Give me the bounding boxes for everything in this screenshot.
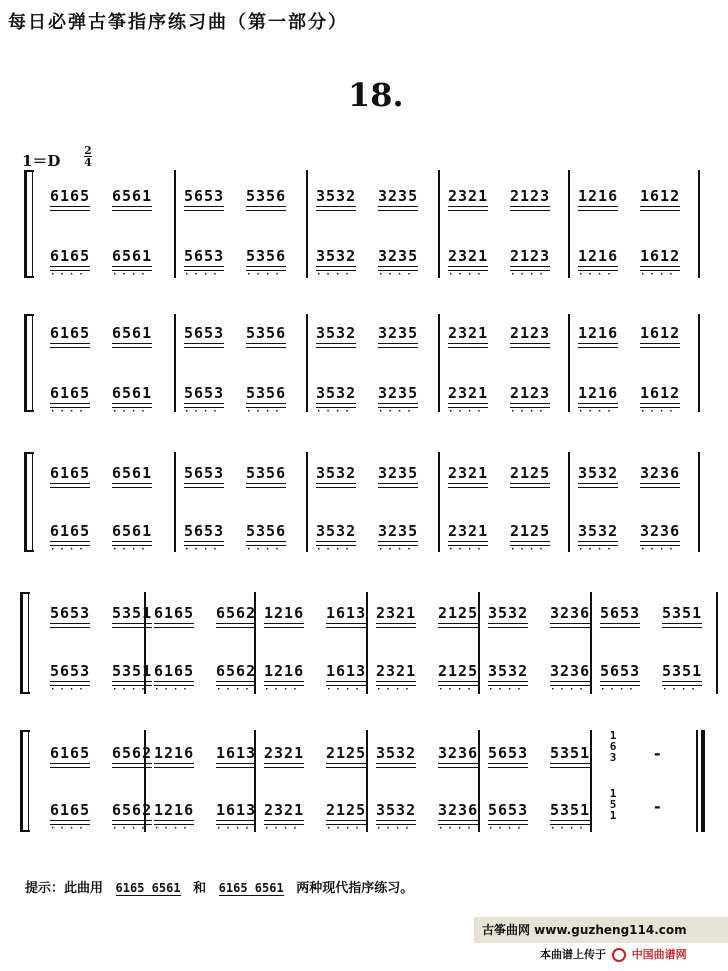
octave-dots: ····: [378, 270, 416, 280]
note-group: 1216 ····: [578, 247, 618, 265]
note-group: 3532 ····: [316, 522, 356, 540]
piece-number: 18.: [348, 76, 404, 114]
note-group: 3236: [550, 604, 590, 622]
note-group: 5351: [662, 604, 702, 622]
octave-dots: ····: [378, 545, 416, 555]
note-group: 5653: [184, 324, 224, 342]
note-group: 2123: [510, 187, 550, 205]
time-signature-bottom: 4: [84, 156, 92, 169]
note-group: 1613: [326, 604, 366, 622]
octave-dots: ····: [112, 824, 150, 834]
tip-tail: 两种现代指序练习。: [296, 881, 414, 896]
note-group: 3532: [316, 464, 356, 482]
octave-dots: ····: [438, 685, 476, 695]
octave-dots: ····: [578, 270, 616, 280]
note-group: 3532: [316, 187, 356, 205]
octave-dots: ····: [264, 685, 302, 695]
barline: [174, 314, 176, 412]
note-group: 6165: [154, 604, 194, 622]
note-group: 5653: [488, 744, 528, 762]
octave-dots: ····: [578, 407, 616, 417]
note-group: 2123 ····: [510, 247, 550, 265]
note-group: 3235 ····: [378, 522, 418, 540]
barline: [366, 592, 368, 694]
note-group: 5356: [246, 464, 286, 482]
octave-dots: ····: [184, 545, 222, 555]
note-group: 5356: [246, 324, 286, 342]
note-group: 1612: [640, 187, 680, 205]
octave-dots: ····: [510, 545, 548, 555]
barline: [590, 592, 592, 694]
note-group: 2123 ····: [510, 384, 550, 402]
note-group: 5351 ····: [662, 662, 702, 680]
note-group: 6561 ····: [112, 247, 152, 265]
octave-dots: ····: [112, 685, 150, 695]
octave-dots: ····: [112, 545, 150, 555]
octave-dots: ····: [640, 407, 678, 417]
barline: [698, 170, 700, 278]
note-group: 6165 ····: [50, 384, 90, 402]
note-group: 1613: [216, 744, 256, 762]
note-group: 5351: [112, 604, 152, 622]
note-group: 1216: [264, 604, 304, 622]
system-start-line: [28, 592, 29, 694]
system-start-line: [28, 730, 29, 832]
octave-dots: ····: [50, 545, 88, 555]
note-group: 2321 ····: [376, 662, 416, 680]
note-group: 3235: [378, 324, 418, 342]
tip-sample-b: 6165 6561: [218, 881, 284, 895]
octave-dots: ····: [448, 270, 486, 280]
note-group: 6561 ····: [112, 522, 152, 540]
octave-dots: ····: [246, 407, 284, 417]
page-title: 每日必弹古筝指序练习曲（第一部分）: [8, 12, 348, 33]
note-group: 2125 ····: [510, 522, 550, 540]
final-chord-lower: 1 5 1: [609, 787, 617, 822]
note-group: 3532 ····: [316, 384, 356, 402]
note-group: 3532: [376, 744, 416, 762]
note-group: 3236 ····: [640, 522, 680, 540]
octave-dots: ····: [216, 685, 254, 695]
note-group: 5653: [600, 604, 640, 622]
note-group: 3235 ····: [378, 247, 418, 265]
octave-dots: ····: [578, 545, 616, 555]
note-group: 3532: [578, 464, 618, 482]
note-group: 6165: [50, 324, 90, 342]
note-group: 1613 ····: [216, 801, 256, 819]
note-group: 5356: [246, 187, 286, 205]
barline: [438, 452, 440, 552]
note-group: 3235: [378, 187, 418, 205]
note-group: 5653 ····: [600, 662, 640, 680]
octave-dots: ····: [376, 685, 414, 695]
octave-dots: ····: [378, 407, 416, 417]
barline: [478, 730, 480, 832]
note-group: 5356 ····: [246, 247, 286, 265]
key-signature: 1＝D: [22, 152, 61, 170]
note-group: 3532 ····: [376, 801, 416, 819]
note-group: 6562: [112, 744, 152, 762]
barline: [568, 170, 570, 278]
practice-tip: [25, 877, 421, 896]
octave-dots: ····: [550, 685, 588, 695]
note-group: 5653 ····: [184, 247, 224, 265]
note-group: 5653 ····: [50, 662, 90, 680]
note-group: 5653: [50, 604, 90, 622]
note-group: 3532 ····: [578, 522, 618, 540]
system-bracket: [24, 452, 27, 552]
octave-dots: ····: [50, 685, 88, 695]
octave-dots: ····: [662, 685, 700, 695]
octave-dots: ····: [488, 685, 526, 695]
octave-dots: ····: [326, 685, 364, 695]
octave-dots: ····: [154, 685, 192, 695]
time-signature-top: 2: [84, 144, 92, 157]
barline: [306, 452, 308, 552]
footer-upload-text: 本曲谱上传于: [540, 948, 606, 961]
footer-site-banner[interactable]: 古筝曲网 www.guzheng114.com: [474, 917, 728, 943]
note-group: 1216 ····: [578, 384, 618, 402]
note-group: 5653 ····: [488, 801, 528, 819]
octave-dots: ····: [316, 545, 354, 555]
note-group: 1612 ····: [640, 247, 680, 265]
barline: [698, 452, 700, 552]
octave-dots: ····: [50, 824, 88, 834]
note-group: 3236 ····: [438, 801, 478, 819]
brand-logo-icon: [612, 948, 626, 962]
octave-dots: ····: [438, 824, 476, 834]
barline: [590, 730, 592, 832]
tip-label: 提示：此曲用: [25, 881, 104, 896]
note-group: 3532: [316, 324, 356, 342]
system-bracket: [24, 170, 27, 278]
note-group: 1216 ····: [154, 801, 194, 819]
system-bracket: [20, 592, 23, 694]
octave-dots: ····: [184, 270, 222, 280]
barline: [306, 170, 308, 278]
note-group: 3236: [640, 464, 680, 482]
rest-dash-upper: -: [654, 744, 661, 763]
octave-dots: ····: [326, 824, 364, 834]
note-group: 6561: [112, 464, 152, 482]
note-group: 2321: [264, 744, 304, 762]
note-group: 3235: [378, 464, 418, 482]
note-group: 2321 ····: [448, 522, 488, 540]
barline: [568, 452, 570, 552]
barline: [174, 170, 176, 278]
note-group: 3235 ····: [378, 384, 418, 402]
octave-dots: ····: [154, 824, 192, 834]
note-group: 2321 ····: [264, 801, 304, 819]
final-barline-thin: [696, 730, 698, 832]
note-group: 2125 ····: [438, 662, 478, 680]
octave-dots: ····: [448, 407, 486, 417]
octave-dots: ····: [184, 407, 222, 417]
rest-dash-lower: -: [654, 797, 661, 816]
octave-dots: ····: [550, 824, 588, 834]
time-signature: [84, 145, 92, 168]
note-group: 1612: [640, 324, 680, 342]
note-group: 3236: [438, 744, 478, 762]
note-group: 6165 ····: [50, 522, 90, 540]
octave-dots: ····: [112, 407, 150, 417]
note-group: 2125: [510, 464, 550, 482]
octave-dots: ····: [376, 824, 414, 834]
barline: [366, 730, 368, 832]
tip-and: 和: [193, 881, 207, 896]
octave-dots: ····: [640, 270, 678, 280]
barline: [698, 314, 700, 412]
tip-sample-a: 6165 6561: [115, 881, 181, 895]
note-group: 2125 ····: [326, 801, 366, 819]
note-group: 3532 ····: [316, 247, 356, 265]
barline: [438, 314, 440, 412]
note-group: 2321: [448, 324, 488, 342]
note-group: 6165 ····: [50, 801, 90, 819]
octave-dots: ····: [264, 824, 302, 834]
octave-dots: ····: [510, 407, 548, 417]
octave-dots: ····: [50, 270, 88, 280]
octave-dots: ····: [216, 824, 254, 834]
octave-dots: ····: [640, 545, 678, 555]
final-chord-upper: 1 6 3: [609, 729, 617, 764]
final-barline-thick: [701, 730, 705, 832]
octave-dots: ····: [488, 824, 526, 834]
note-group: 2321: [448, 187, 488, 205]
note-group: 2321 ····: [448, 247, 488, 265]
note-group: 5653 ····: [184, 384, 224, 402]
note-group: 1216: [578, 324, 618, 342]
note-group: 2321 ····: [448, 384, 488, 402]
note-group: 6165: [50, 464, 90, 482]
note-group: 5351 ····: [550, 801, 590, 819]
note-group: 3532: [488, 604, 528, 622]
note-group: 5653: [184, 464, 224, 482]
note-group: 2125: [326, 744, 366, 762]
note-group: 6165: [50, 744, 90, 762]
note-group: 5356 ····: [246, 384, 286, 402]
footer-upload-line: [540, 946, 687, 962]
barline: [306, 314, 308, 412]
note-group: 2321: [376, 604, 416, 622]
octave-dots: ····: [316, 407, 354, 417]
system-start-line: [32, 314, 33, 412]
octave-dots: ····: [246, 545, 284, 555]
note-group: 1612 ····: [640, 384, 680, 402]
barline: [174, 452, 176, 552]
octave-dots: ····: [510, 270, 548, 280]
note-group: 2125: [438, 604, 478, 622]
note-group: 6165: [50, 187, 90, 205]
barline: [568, 314, 570, 412]
octave-dots: ····: [112, 270, 150, 280]
octave-dots: ····: [600, 685, 638, 695]
note-group: 6562: [216, 604, 256, 622]
octave-dots: ····: [448, 545, 486, 555]
system-start-line: [32, 170, 33, 278]
note-group: 1216 ····: [264, 662, 304, 680]
note-group: 3532 ····: [488, 662, 528, 680]
barline: [478, 592, 480, 694]
note-group: 6562 ····: [112, 801, 152, 819]
note-group: 6561: [112, 324, 152, 342]
note-group: 6561 ····: [112, 384, 152, 402]
system-bracket: [24, 314, 27, 412]
note-group: 5653 ····: [184, 522, 224, 540]
note-group: 3236 ····: [550, 662, 590, 680]
note-group: 6165 ····: [154, 662, 194, 680]
note-group: 5351 ····: [112, 662, 152, 680]
octave-dots: ····: [50, 407, 88, 417]
note-group: 1216: [578, 187, 618, 205]
note-group: 5653: [184, 187, 224, 205]
barline: [716, 592, 718, 694]
octave-dots: ····: [316, 270, 354, 280]
system-start-line: [32, 452, 33, 552]
note-group: 2123: [510, 324, 550, 342]
octave-dots: ····: [246, 270, 284, 280]
barline: [438, 170, 440, 278]
note-group: 6561: [112, 187, 152, 205]
note-group: 2321: [448, 464, 488, 482]
footer-brand: 中国曲谱网: [631, 948, 687, 961]
note-group: 1613 ····: [326, 662, 366, 680]
note-group: 6165 ····: [50, 247, 90, 265]
note-group: 5351: [550, 744, 590, 762]
note-group: 1216: [154, 744, 194, 762]
system-bracket: [20, 730, 23, 832]
note-group: 5356 ····: [246, 522, 286, 540]
note-group: 6562 ····: [216, 662, 256, 680]
